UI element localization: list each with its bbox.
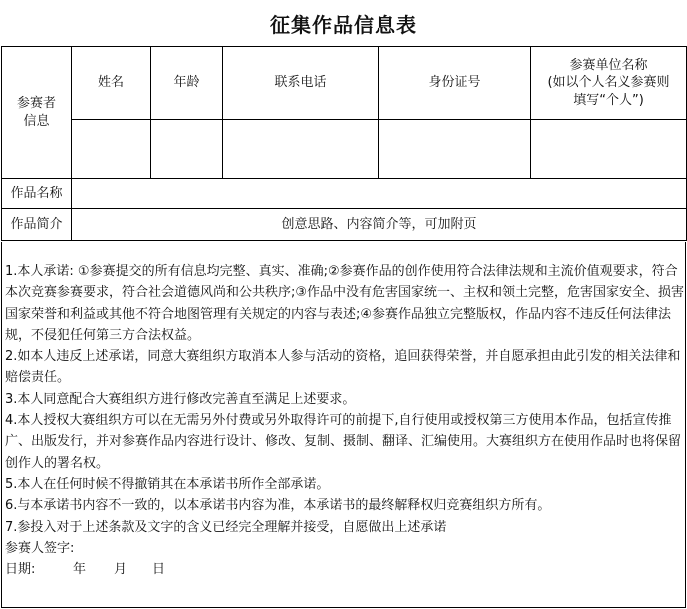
work-name-label: 作品名称 <box>2 179 72 209</box>
work-intro-row <box>2 209 687 241</box>
date-year: 年 <box>73 562 87 578</box>
commitment-clause-2: 2.如本人违反上述承诺，同意大赛组织方取消本人参与活动的资格，追回获得荣誉，并自愿承担由此引发的相关法律和赔偿责任。 <box>5 349 681 386</box>
name-field[interactable] <box>72 120 151 179</box>
age-field[interactable] <box>151 120 223 179</box>
date-month: 月 <box>114 562 128 578</box>
work-intro-label: 作品简介 <box>2 209 72 241</box>
unit-header <box>531 47 687 120</box>
unit-field[interactable] <box>531 120 687 179</box>
participant-label-line1: 参赛者 <box>16 95 56 111</box>
work-name-field[interactable] <box>72 179 687 209</box>
phone-header: 联系电话 <box>223 47 379 120</box>
unit-header-line2: (如以个人名义参赛则 <box>547 75 670 91</box>
participant-input-row <box>2 120 687 179</box>
name-header: 姓名 <box>72 47 151 120</box>
age-header: 年龄 <box>151 47 223 120</box>
unit-header-line3: 填写“个人”) <box>573 92 644 108</box>
signature-label: 参赛人签字: <box>5 540 75 556</box>
date-label: 日期: <box>5 562 36 578</box>
phone-field[interactable] <box>223 120 379 179</box>
work-name-row <box>2 179 687 209</box>
header-row <box>2 47 687 120</box>
id-number-header: 身份证号 <box>379 47 531 120</box>
participant-label-line2: 信息 <box>23 113 50 129</box>
form-title: 征集作品信息表 <box>270 13 417 37</box>
commitment-section <box>1 242 686 608</box>
date-line <box>5 559 685 580</box>
participant-info-label <box>2 47 72 179</box>
commitment-clause-1: 1.本人承诺: ①参赛提交的所有信息均完整、真实、准确;②参赛作品的创作使用符合法律法规和主流价值观要求，符合本次竞赛参赛要求，符合社会道德风尚和公共秩序;③作品中没有危害国家统一、主权和领土完整，危害国家安全、损害国家荣誉和利益或其他不符合地图管理有关规定的内容与表述;④参赛作品独立完整版权，作品内容不违反任何法律法规，不侵犯任何第三方合法权益。 <box>5 264 685 343</box>
unit-header-line1: 参赛单位名称 <box>569 57 648 73</box>
commitment-clause-5: 5.本人在任何时候不得撤销其在本承诺书所作全部承诺。 <box>5 476 330 492</box>
commitment-clause-3: 3.本人同意配合大赛组织方进行修改完善直至满足上述要求。 <box>5 391 356 407</box>
participant-info-table <box>1 46 687 241</box>
commitment-clause-7: 7.参投入对于上述条款及文字的含义已经完全理解并接受，自愿做出上述承诺 <box>5 519 447 535</box>
date-day: 日 <box>152 562 166 578</box>
commitment-clause-6: 6.与本承诺书内容不一致的，以本承诺书内容为准，本承诺书的最终解释权归竞赛组织方所有。 <box>5 498 551 514</box>
id-number-field[interactable] <box>379 120 531 179</box>
work-intro-field[interactable]: 创意思路、内容简介等，可加附页 <box>72 209 687 241</box>
commitment-clause-4: 4.本人授权大赛组织方可以在无需另外付费或另外取得许可的前提下,自行使用或授权第三方使用本作品，包括宣传推广、出版发行，并对参赛作品内容进行设计、修改、复制、摄制、翻译、汇编使用。大赛组织方在使用作品时也将保留创作人的署名权。 <box>5 413 682 471</box>
